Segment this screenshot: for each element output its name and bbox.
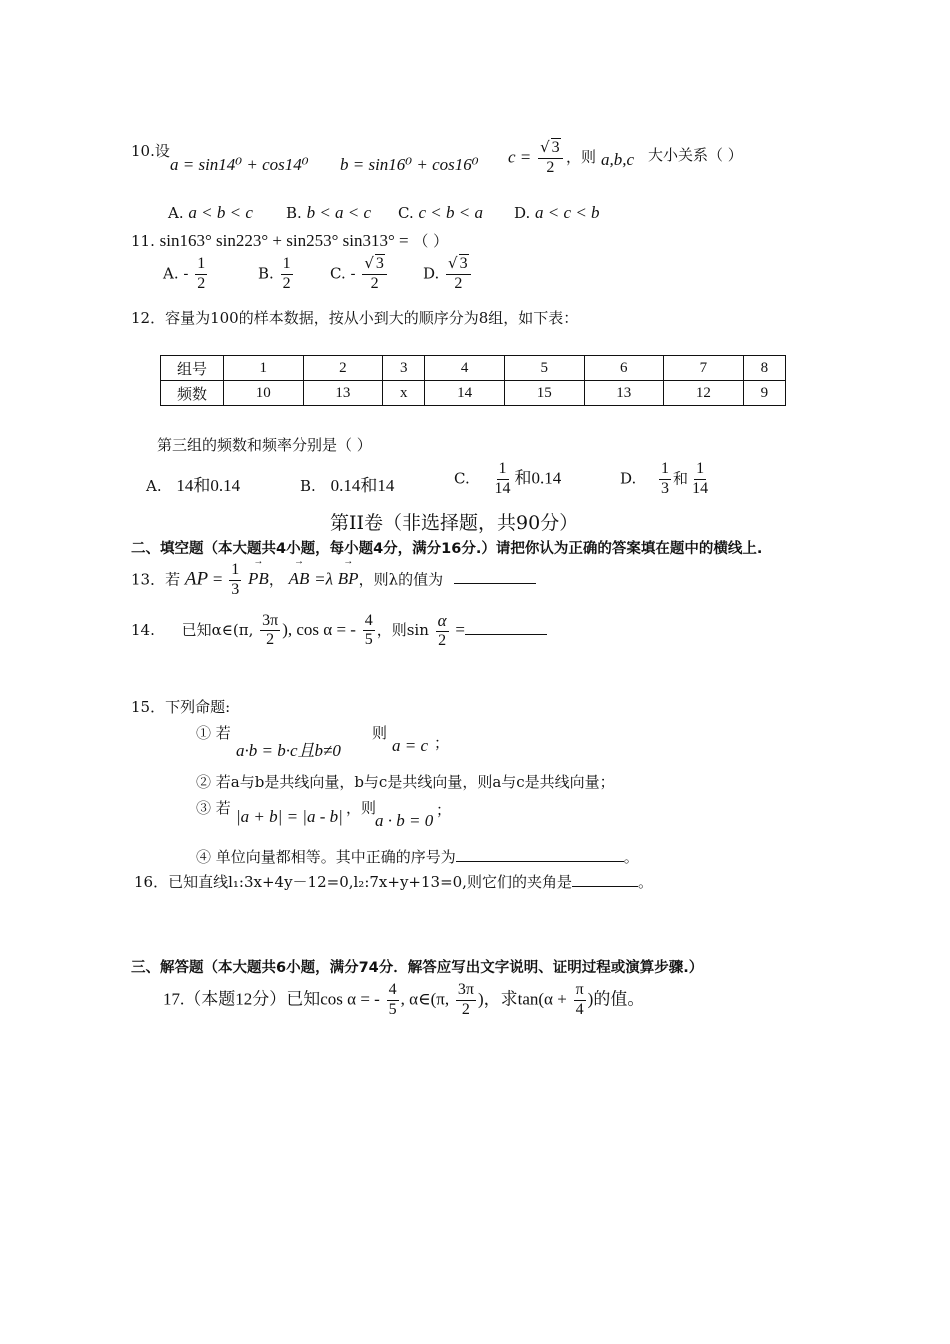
q17-num3: π (574, 982, 586, 1001)
q12-option-a-label: A. (146, 477, 162, 495)
table-row (161, 356, 786, 381)
q15-p1-end: ； (434, 734, 450, 752)
q11-option-c: C. - $\frac{√ 3}{2}$ (330, 256, 389, 293)
q10-option-b-expr: b < a < c (306, 203, 372, 222)
q11-option-d-label: D. (423, 264, 440, 283)
q13-stem: 13．若 (131, 570, 181, 589)
table-cell: 9 (743, 381, 785, 406)
table-cell: 1 (224, 356, 304, 381)
q13-tail: ，则λ的值为 (358, 570, 444, 589)
q12-option-c-label: C. (454, 469, 470, 488)
q13-answer-blank[interactable] (454, 583, 536, 584)
q12-option-c-tail: 和0.14 (514, 468, 562, 488)
q11-stem: 11. (131, 232, 155, 250)
table-cell: 15 (504, 381, 584, 406)
table-cell: 3 (383, 356, 425, 381)
q11-option-d: D. $\frac{√ 3}{2}$ (423, 256, 473, 293)
q12-option-a (146, 471, 240, 496)
q12-option-d-num2: 1 (694, 461, 706, 480)
table-header-group: 组号 (161, 356, 224, 381)
q14-den3: 2 (438, 631, 447, 649)
q11-tail: （ ） (413, 232, 449, 250)
q15-answer-blank[interactable] (456, 861, 624, 862)
table-cell: 8 (743, 356, 785, 381)
q10-a-expr: a = sin14⁰ + cos14⁰ (170, 155, 309, 174)
q15-p3-label: ③ 若 (196, 799, 231, 817)
q14-then: ，则sin (376, 620, 429, 639)
q11-option-c-num: 3 (375, 255, 384, 272)
q13-pb: → PB (248, 569, 269, 589)
q11-option-c-sign: - (350, 264, 356, 283)
q11-option-c-den: 2 (370, 274, 379, 292)
q11-option-c-label: C. (330, 264, 346, 283)
q10-option-a-label: A. (168, 204, 184, 222)
q10-option-c-expr: c < b < a (418, 203, 483, 222)
q12-option-b-label: B. (300, 477, 316, 495)
q10-tail: 大小关系（ ） (648, 146, 743, 164)
q10-c-den: 2 (546, 158, 555, 176)
q13-lambda: =λ (314, 569, 334, 589)
q15-p4 (196, 846, 639, 867)
q10-option-b-label: B. (286, 204, 302, 222)
q15-p1-cond: a·b = b·c且b≠0 (236, 741, 341, 760)
table-cell: 12 (664, 381, 744, 406)
table-cell: 4 (425, 356, 505, 381)
q11-option-b (258, 256, 295, 293)
q17-den3: 4 (575, 1000, 584, 1018)
q17-num2: 3π (456, 982, 476, 1001)
q14-den2: 5 (364, 631, 373, 649)
q16-answer-blank[interactable] (572, 886, 638, 887)
q10-c-expr (508, 140, 565, 177)
table-cell: 5 (504, 356, 584, 381)
q11-option-d-num: 3 (459, 255, 468, 272)
q10-option-d-label: D. (514, 204, 531, 222)
q10-stem: 10.设 (131, 142, 170, 160)
q10-option-d (514, 203, 600, 223)
table-cell: 13 (584, 381, 664, 406)
q17-tail: )的值。 (587, 989, 645, 1009)
q11-option-a-sign: - (183, 264, 189, 283)
q15-p3-cond: |a + b| = |a - b| (236, 807, 343, 826)
q12-option-d-label: D. (620, 469, 637, 488)
q12-option-b-text: 0.14和14 (330, 476, 395, 495)
q15-p3-then: ，则 (346, 799, 377, 817)
q11-option-b-den: 2 (282, 274, 291, 292)
q15-p1-result: a = c (392, 736, 429, 755)
table-cell: 2 (303, 356, 383, 381)
q15-p1-then: 则 (372, 724, 388, 742)
q13-eq: = (212, 569, 223, 589)
q17-den: 5 (388, 1000, 397, 1018)
q12-option-d-den2: 14 (692, 479, 709, 497)
table-row (161, 381, 786, 406)
question-17 (163, 982, 644, 1019)
q15-p4-text: ④ 单位向量都相等。其中正确的序号为 (196, 848, 456, 866)
q14-known: 已知α∈(π, (181, 620, 254, 639)
q14-num3: α (437, 611, 447, 630)
table-cell: 10 (224, 381, 304, 406)
q13-comma: ， (268, 570, 284, 589)
q11-expr: sin163° sin223° + sin253° sin313° = (159, 231, 409, 250)
part3-section-heading: 三、解答题（本大题共6小题，满分74分．解答应写出文字说明、证明过程或演算步骤.） (131, 960, 704, 976)
q10-c-num: 3 (551, 139, 560, 156)
frequency-table (160, 355, 786, 406)
table-header-frequency: 频数 (161, 381, 224, 406)
q10-option-c-label: C. (398, 204, 414, 222)
q10-option-b (286, 203, 371, 223)
q15-p4-end: 。 (623, 848, 639, 866)
q10-b-expr: b = sin16⁰ + cos16⁰ (340, 155, 479, 174)
q12-option-c-den: 14 (494, 479, 511, 497)
q15-p2: ② 若a与b是共线向量，b与c是共线向量，则a与c是共线向量； (196, 773, 615, 791)
q14-num: 3π (260, 613, 280, 632)
q11-option-a-label: A. (163, 264, 179, 283)
q13-ab: → AB (289, 569, 310, 589)
q10-option-a-expr: a < b < c (188, 203, 253, 222)
question-10 (131, 140, 170, 161)
q11-option-a-num: 1 (195, 256, 207, 275)
q12-option-a-text: 14和0.14 (176, 476, 241, 495)
q11-option-b-label: B. (258, 264, 274, 283)
table-cell: 6 (584, 356, 664, 381)
q10-option-c (398, 203, 483, 223)
question-16 (134, 871, 653, 892)
question-11 (131, 230, 448, 251)
q14-num2: 4 (363, 613, 375, 632)
table-cell: x (383, 381, 425, 406)
q17-num: 4 (387, 982, 399, 1001)
q12-option-d-mid: 和 (673, 469, 689, 488)
q16-end: 。 (637, 873, 653, 891)
q15-p3-result: a · b = 0 (375, 811, 434, 830)
question-13 (131, 562, 536, 599)
q14-den: 2 (266, 631, 275, 649)
q17-then: )，求tan(α + (477, 989, 567, 1009)
q16-text: 16．已知直线l₁:3x+4y－12=0,l₂:7x+y+13=0,则它们的夹角是 (134, 873, 572, 891)
q10-c-fraction: $\frac{√ 3}{2}$ (538, 140, 563, 177)
table-cell: 13 (303, 381, 383, 406)
q10-option-d-expr: a < c < b (535, 203, 600, 222)
q11-option-a (163, 256, 209, 293)
q12-option-d-den1: 3 (661, 479, 670, 497)
q12-option-d (620, 461, 712, 498)
q11-option-d-den: 2 (454, 274, 463, 292)
q13-bp: → BP (338, 569, 359, 589)
q12-option-d-num1: 1 (659, 461, 671, 480)
q17-den2: 2 (461, 1000, 470, 1018)
question-14 (131, 612, 547, 650)
q11-option-a-den: 2 (197, 274, 206, 292)
q15-p3-end: ； (436, 801, 452, 819)
q14-mid: ), cos α = - (282, 619, 356, 639)
table-cell: 14 (425, 381, 505, 406)
q12-question: 第三组的频数和频率分别是（ ） (157, 436, 372, 454)
table-cell: 7 (664, 356, 744, 381)
q17-mid: , α∈(π, (400, 989, 450, 1009)
q14-answer-blank[interactable] (465, 634, 547, 635)
q14-eq: = (455, 619, 465, 639)
q10-abc: a,b,c (601, 150, 635, 169)
q15-p1-label: ① 若 (196, 724, 231, 742)
q10-option-a (168, 203, 253, 223)
part2-title: 第II卷（非选择题，共90分） (330, 512, 579, 534)
q10-c-lhs: c = (508, 147, 532, 167)
q12-option-b (300, 471, 394, 496)
q12-option-c (454, 461, 561, 498)
q14-stem: 14. (131, 620, 155, 639)
part2-section-heading: 二、填空题（本大题共4小题，每小题4分，满分16分.）请把你认为正确的答案填在题中的横线上. (131, 541, 763, 557)
q11-option-b-num: 1 (281, 256, 293, 275)
q17-stem: 17.（本题12分）已知cos α = - (163, 989, 380, 1009)
q10-then: ，则 (566, 148, 597, 166)
q13-den: 3 (231, 580, 240, 598)
q12-stem: 12．容量为100的样本数据，按从小到大的顺序分为8组，如下表： (131, 309, 579, 327)
q12-option-c-num: 1 (497, 461, 509, 480)
q13-ap: AP (184, 568, 209, 590)
q13-num: 1 (229, 562, 241, 581)
q15-stem: 15．下列命题: (131, 698, 231, 716)
